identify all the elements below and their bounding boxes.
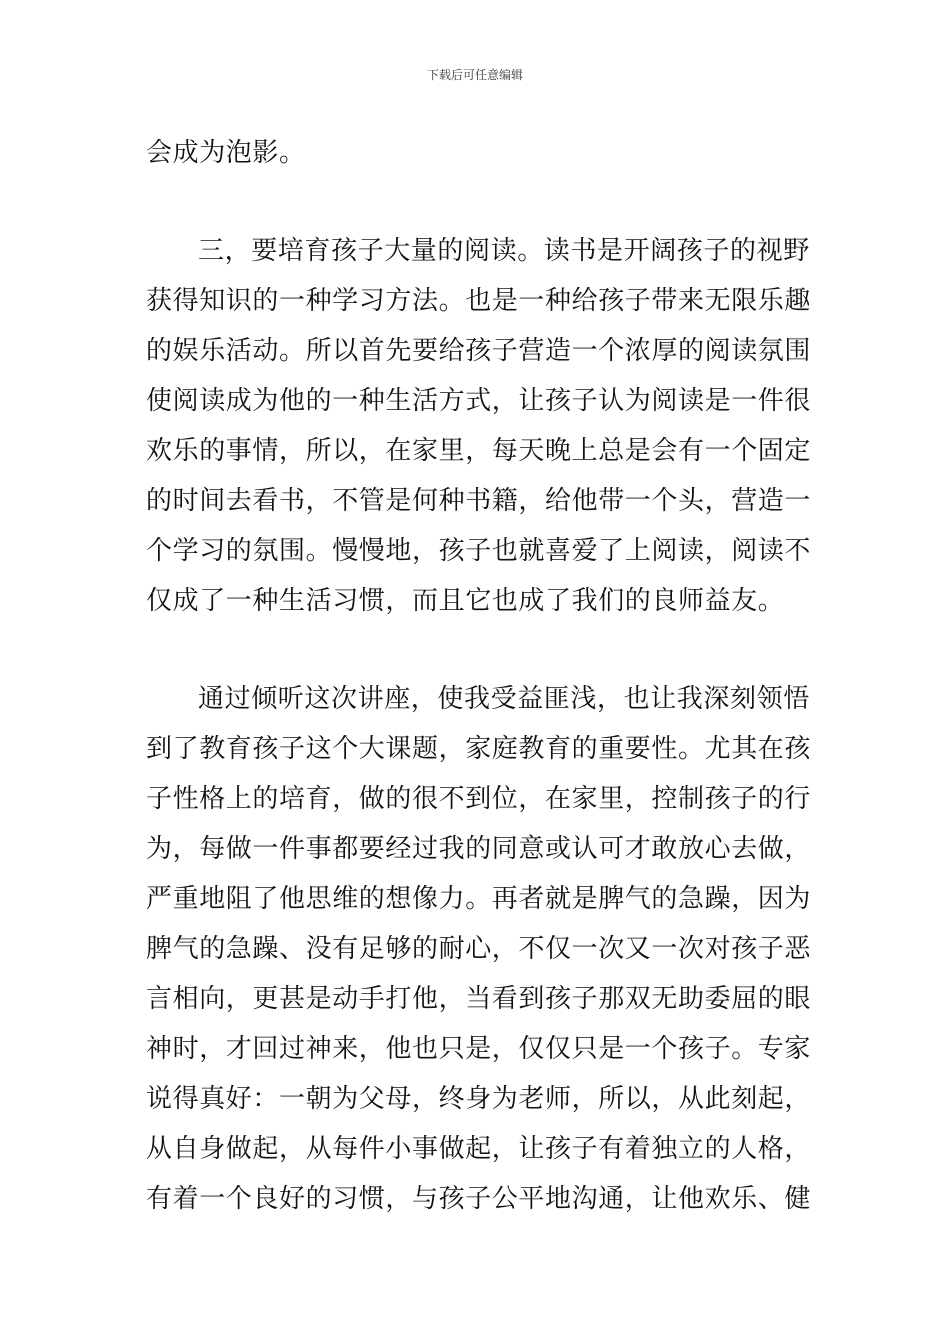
paragraph-line: 仅成了一种生活习惯，而且它也成了我们的良师益友。 [146, 586, 785, 616]
paragraph-line: 的娱乐活动。所以首先要给孩子营造一个浓厚的阅读氛围 [146, 336, 812, 366]
paragraph-line: 说得真好：一朝为父母，终身为老师，所以，从此刻起， [146, 1084, 812, 1114]
paragraph-line: 个学习的氛围。慢慢地，孩子也就喜爱了上阅读，阅读不 [146, 536, 812, 566]
paragraph-line: 严重地阻了他思维的想像力。再者就是脾气的急躁，因为 [146, 884, 812, 914]
page-header: 下载后可任意编辑 [426, 68, 523, 82]
paragraph-line: 三，要培育孩子大量的阅读。读书是开阔孩子的视野 [198, 236, 810, 266]
paragraph-line: 的时间去看书，不管是何种书籍，给他带一个头，营造一 [146, 486, 812, 516]
paragraph-line: 子性格上的培育，做的很不到位，在家里，控制孩子的行 [146, 784, 812, 814]
paragraph-line: 使阅读成为他的一种生活方式，让孩子认为阅读是一件很 [146, 386, 812, 416]
paragraph-line: 到了教育孩子这个大课题，家庭教育的重要性。尤其在孩 [146, 734, 812, 764]
paragraph-line: 有着一个良好的习惯，与孩子公平地沟通，让他欢乐、健 [146, 1184, 812, 1214]
paragraph-line: 脾气的急躁、没有足够的耐心，不仅一次又一次对孩子恶 [146, 934, 812, 964]
paragraph-line: 言相向，更甚是动手打他，当看到孩子那双无助委屈的眼 [146, 984, 812, 1014]
paragraph-line: 会成为泡影。 [146, 138, 306, 168]
paragraph-line: 获得知识的一种学习方法。也是一种给孩子带来无限乐趣 [146, 286, 812, 316]
paragraph-line: 从自身做起，从每件小事做起，让孩子有着独立的人格， [146, 1134, 812, 1164]
paragraph-line: 神时，才回过神来，他也只是，仅仅只是一个孩子。专家 [146, 1034, 812, 1064]
paragraph-line: 欢乐的事情，所以，在家里，每天晚上总是会有一个固定 [146, 436, 812, 466]
paragraph-line: 通过倾听这次讲座，使我受益匪浅，也让我深刻领悟 [198, 684, 810, 714]
paragraph-line: 为，每做一件事都要经过我的同意或认可才敢放心去做， [146, 834, 812, 864]
